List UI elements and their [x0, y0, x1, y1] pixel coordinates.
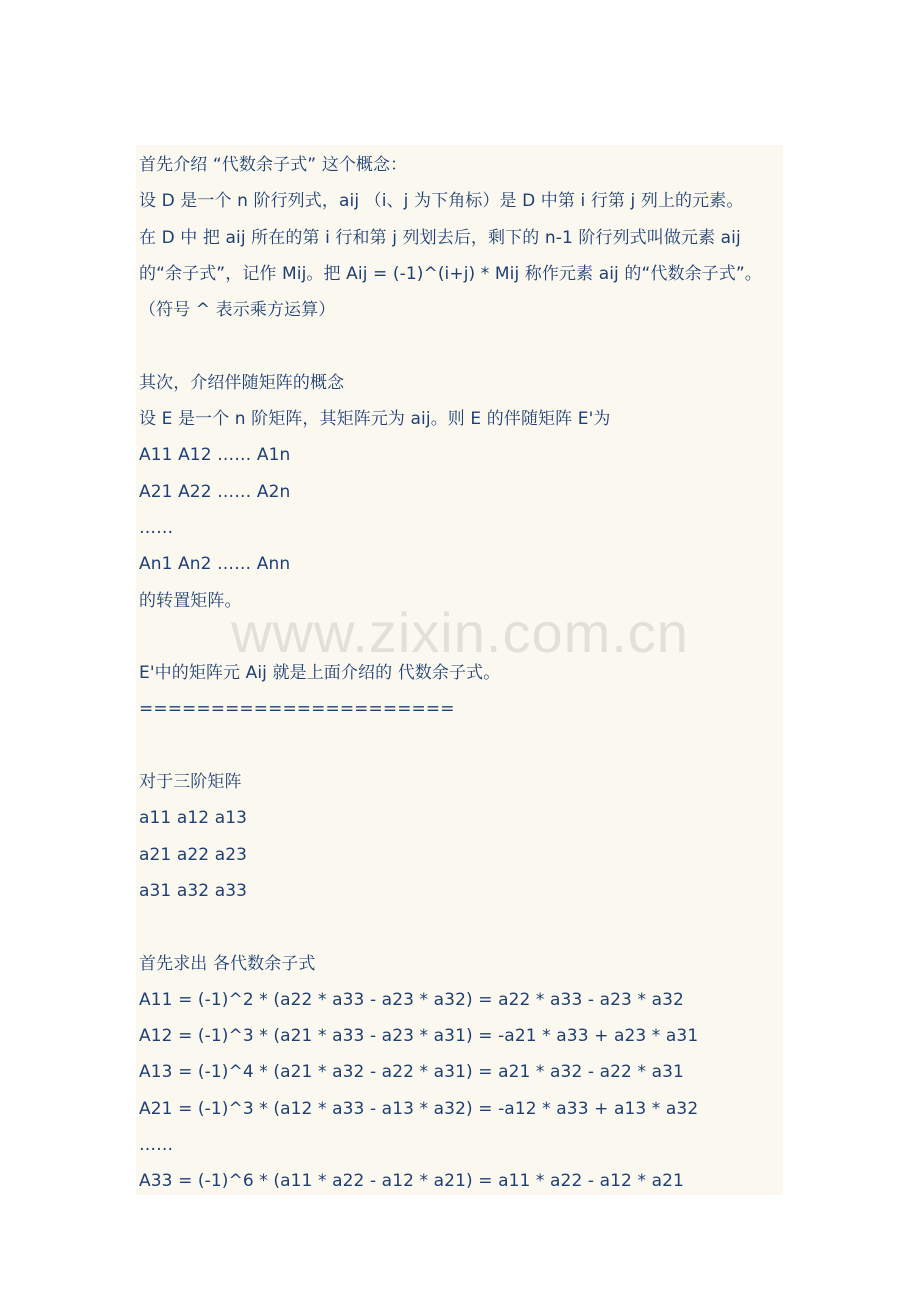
- formula-line: A13 = (-1)^4 * (a21 * a32 - a22 * a31) = a21 * a32 - a22 * a31: [139, 1062, 684, 1083]
- text-line: 的转置矩阵。: [139, 590, 242, 611]
- matrix-row: An1 An2 …… Ann: [139, 554, 291, 575]
- formula-line: A33 = (-1)^6 * (a11 * a22 - a12 * a21) = a11 * a22 - a12 * a21: [139, 1171, 684, 1192]
- text-line: E'中的矩阵元 Aij 就是上面介绍的 代数余子式。: [139, 663, 501, 684]
- matrix-ellipsis: ……: [139, 517, 174, 538]
- matrix-row: A21 A22 …… A2n: [139, 481, 291, 502]
- text-line: 对于三阶矩阵: [139, 772, 242, 793]
- text-line: （符号 ^ 表示乘方运算）: [139, 300, 336, 321]
- blank-line: [139, 328, 762, 364]
- blank-line: [139, 909, 762, 945]
- blank-line: [139, 619, 762, 655]
- matrix-row: A11 A12 …… A1n: [139, 445, 291, 466]
- text-line: 首先求出 各代数余子式: [139, 953, 316, 974]
- text-line: 首先介绍 “代数余子式” 这个概念：: [139, 155, 408, 175]
- text-line: 设 E 是一个 n 阶矩阵，其矩阵元为 aij。则 E 的伴随矩阵 E'为: [139, 409, 611, 430]
- text-line: 的“余子式”，记作 Mij。把 Aij = (-1)^(i+j) * Mij 称作元素 aij 的“代数余子式”。: [139, 263, 762, 284]
- text-line: 设 D 是一个 n 阶行列式，aij （i、j 为下角标）是 D 中第 i 行第 j 列上的元素。: [139, 191, 744, 212]
- blank-line: [139, 728, 762, 764]
- formula-line: A11 = (-1)^2 * (a22 * a33 - a23 * a32) = a22 * a33 - a23 * a32: [139, 989, 684, 1010]
- separator-line: ======================: [139, 699, 455, 720]
- matrix-row: a31 a32 a33: [139, 880, 248, 901]
- document-content: [136, 145, 783, 1195]
- text-line: 其次，介绍伴随矩阵的概念: [139, 372, 345, 393]
- matrix-row: a11 a12 a13: [139, 808, 248, 829]
- formula-line: A21 = (-1)^3 * (a12 * a33 - a13 * a32) = -a12 * a33 + a13 * a32: [139, 1098, 699, 1119]
- text-line: 在 D 中 把 aij 所在的第 i 行和第 j 列划去后，剩下的 n-1 阶行列式叫做元素 aij: [139, 227, 741, 248]
- formula-line: A12 = (-1)^3 * (a21 * a33 - a23 * a31) = -a21 * a33 + a23 * a31: [139, 1026, 699, 1047]
- text-lines: [139, 147, 762, 1200]
- watermark-text: www.zixin.com.cn: [231, 601, 689, 664]
- formula-ellipsis: ……: [139, 1135, 174, 1156]
- matrix-row: a21 a22 a23: [139, 844, 248, 865]
